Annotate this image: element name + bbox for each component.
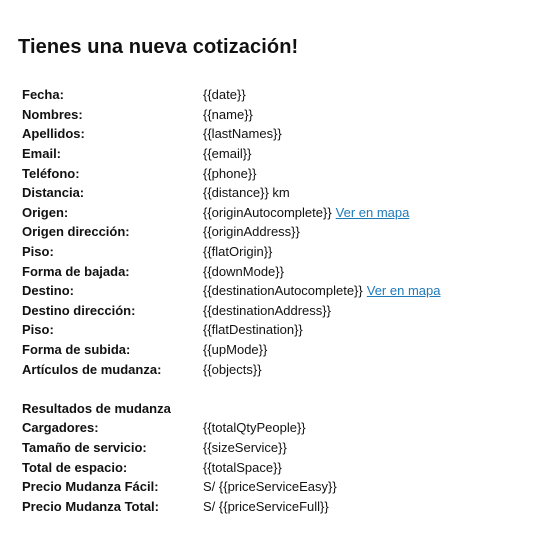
field-row-name (22, 105, 522, 125)
origin-map-link[interactable]: Ver en mapa (335, 204, 410, 220)
results-heading: Resultados de mudanza (22, 400, 171, 416)
field-value: {{originAddress}} (203, 224, 300, 240)
field-value: {{flatDestination}} (203, 322, 303, 338)
field-value: {{destinationAddress}} (203, 302, 331, 318)
field-label: Destino dirección: (22, 302, 136, 318)
field-row-destination (22, 281, 522, 301)
field-value: S/ {{priceServiceFull}} (203, 498, 329, 514)
page-title: Tienes una nueva cotización! (18, 36, 299, 58)
field-row-last-names (22, 124, 522, 144)
field-value: {{totalQtyPeople}} (203, 420, 306, 436)
field-row-origin-floor (22, 242, 522, 262)
field-value: {{email}} (203, 146, 252, 162)
field-value: {{destinationAutocomplete}} (203, 283, 363, 299)
field-label: Nombres: (22, 106, 83, 122)
field-label: Piso: (22, 244, 54, 260)
field-value: {{objects}} (203, 361, 262, 377)
field-row-down-mode (22, 261, 522, 281)
field-label: Precio Mudanza Total: (22, 498, 159, 514)
field-row-phone (22, 163, 522, 183)
field-label: Tamaño de servicio: (22, 439, 147, 455)
field-value: {{date}} (203, 87, 246, 103)
field-label: Teléfono: (22, 165, 80, 181)
field-label: Total de espacio: (22, 459, 128, 475)
field-label: Fecha: (22, 87, 64, 103)
field-row-up-mode (22, 340, 522, 360)
field-label: Destino: (22, 283, 74, 299)
field-value: {{upMode}} (203, 342, 268, 358)
quote-details (22, 85, 522, 516)
field-row-date (22, 85, 522, 105)
field-value: {{name}} (203, 106, 253, 122)
field-value: S/ {{priceServiceEasy}} (203, 479, 337, 495)
result-row-total-space (22, 457, 522, 477)
field-row-origin-address (22, 222, 522, 242)
result-row-loaders (22, 418, 522, 438)
field-label: Email: (22, 146, 62, 162)
field-row-objects (22, 359, 522, 379)
field-label: Apellidos: (22, 126, 85, 142)
destination-map-link[interactable]: Ver en mapa (366, 283, 441, 299)
field-value: {{distance}} km (203, 185, 290, 201)
field-row-destination-floor (22, 320, 522, 340)
field-value: {{sizeService}} (203, 439, 287, 455)
field-row-email (22, 144, 522, 164)
field-label: Forma de subida: (22, 342, 131, 358)
field-label: Origen dirección: (22, 224, 130, 240)
result-row-price-full (22, 496, 522, 516)
field-value: {{totalSpace}} (203, 459, 282, 475)
field-row-origin (22, 203, 522, 223)
field-value: {{downMode}} (203, 263, 284, 279)
field-label: Piso: (22, 322, 54, 338)
field-value: {{phone}} (203, 165, 257, 181)
field-value: {{flatOrigin}} (203, 244, 273, 260)
field-row-distance (22, 183, 522, 203)
field-label: Forma de bajada: (22, 263, 130, 279)
field-value: {{lastNames}} (203, 126, 282, 142)
field-label: Distancia: (22, 185, 85, 201)
result-row-service-size (22, 438, 522, 458)
field-row-destination-address (22, 301, 522, 321)
field-label: Artículos de mudanza: (22, 361, 162, 377)
field-label: Cargadores: (22, 420, 99, 436)
result-row-price-easy (22, 477, 522, 497)
field-label: Origen: (22, 204, 69, 220)
field-label: Precio Mudanza Fácil: (22, 479, 159, 495)
field-value: {{originAutocomplete}} (203, 204, 332, 220)
section-spacer (22, 379, 522, 399)
